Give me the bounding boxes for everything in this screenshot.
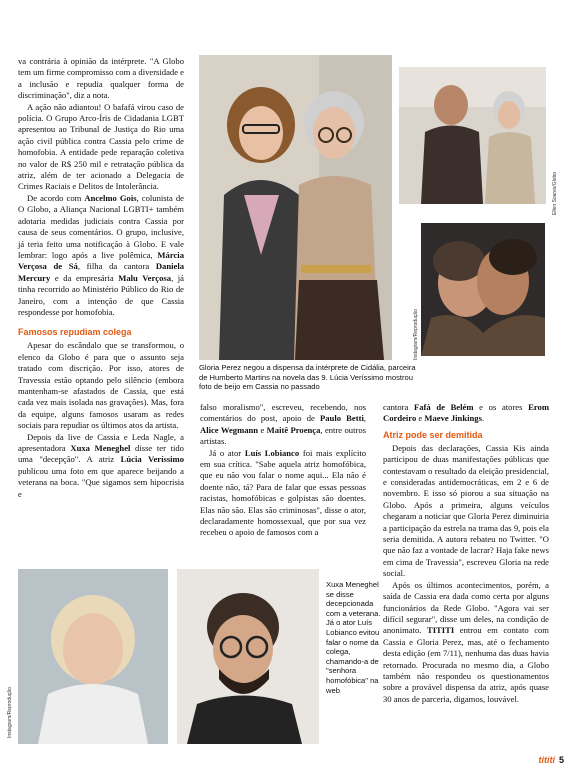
photo-illustration xyxy=(199,55,392,360)
page-number: 5 xyxy=(558,755,564,765)
paragraph: cantora Fafá de Belém e os atores Erom Cordeiro e Maeve Jinkings. xyxy=(383,402,549,424)
page-footer xyxy=(538,755,564,765)
paragraph: falso moralismo", escreveu, recebendo, nos comentários do post, apoio de Paulo Betti, Alice Wegmann e Maitê Proença, entre outros artistas. xyxy=(200,402,366,447)
paragraph: va contrária à opinião da intérprete. "A Globo tem um firme compromisso com a diversidade e a inclusão e repudia qualquer forma de discriminação", diz a nota. xyxy=(18,56,184,101)
paragraph: Depois da live de Cassia e Leda Nagle, a apresentadora Xuxa Meneghel disse ter tido uma "decepção". A atriz Lúcia Veríssimo publicou uma foto em que aparece beijando a veterana na boca. "Que sigamos sem hipocrisia e xyxy=(18,431,185,499)
column-1 xyxy=(18,56,184,500)
paragraph: De acordo com Ancelmo Gois, colunista de O Globo, a Aliança Nacional LGBTI+ também adotaria medidas judiciais contra Cassia por causa de seus comentários. O grupo, inclusive, já teria feito uma notificação à Globo. E vale lembrar: logo após a live polêmica, Márcia Verçosa de Sá, filha da cantora Daniela Mercury e da empresária Malu Verçosa, já tinha recorrido ao Ministério Público do Rio de Janeiro, com a intenção de que Cassia respondesse por homofobia. xyxy=(18,192,185,317)
paragraph: Apesar do escândalo que se transformou, o elenco da Globo é para que o assunto seja tratado com discrição. Por isso, atores de Travessia estão optando pelo silêncio (embora mantenham-se afastados de Cassia, que está cada vez mais isolada nas gravações). Mas, fora da equipe, alguns famosos usaram as redes sociais para repudiar os últimos atos da artista. xyxy=(18,340,184,431)
photo-credit: Ellen Soares/Globo xyxy=(552,171,558,215)
paragraph: A ação não adiantou! O bafafá virou caso de polícia. O Grupo Arco-Íris de Cidadania LGBT apresentou ao Tribunal de Justiça do Rio uma ação civil pública contra Cassia pelo crime de homofobia. A entidade pede reparação coletiva no valor de R$ 250 mil e retratação pública da atriz, além de ter acionado a Delegacia de Crimes Raciais e Delitos de Intolerância. xyxy=(18,101,184,192)
photo-illustration xyxy=(177,569,319,744)
column-3 xyxy=(383,402,549,705)
photo-xuxa xyxy=(18,569,168,744)
photo-humberto-cassia xyxy=(399,67,546,204)
photo-gloria-cassia xyxy=(199,55,392,360)
section-heading: Famosos repudiam colega xyxy=(18,327,132,338)
magazine-logo: tititi xyxy=(538,755,555,765)
photo-lobianco xyxy=(177,569,319,744)
photo-illustration xyxy=(18,569,168,744)
paragraph: Já o ator Luís Lobianco foi mais explícito em sua crítica. "Sabe aquela atriz homofóbica, que eu não vou falar o nome aqui... Ela não é doente não, tá? Para de falar que essas pessoas racistas, homofóbicas e golpistas são doentes. Elas não são. Elas são criminosas", disse o ator, declaradamente homossexual, que por sua vez recebeu o apoio de famosos com a xyxy=(200,447,367,538)
section-heading: Atriz pode ser demitida xyxy=(383,429,483,440)
photo-illustration xyxy=(399,67,546,204)
column-2 xyxy=(200,402,366,539)
paragraph: Após os últimos acontecimentos, porém, a saída de Cassia era dada como certa por alguns funcionários da Rede Globo. "Agora vai ser difícil segurar", disse um deles, na condição de anonimato. TITITI entrou em contato com Cassia e Gloria Perez, mas, até o fechamento desta edição (em 7/11), nenhuma das duas havia retornado. Procurada no mesmo dia, a Globo também não respondeu os questionamentos sobre a provável dispensa da atriz, após quase 30 anos de parceria, digamos, louvável. xyxy=(383,579,549,704)
paragraph: Depois das declarações, Cassia Kis ainda participou de duas manifestações públicas que contestavam o resultado da eleição presidencial, e consideradas antidemocráticas, em 2 e 6 de novembro. E isso só piorou a sua situação na Globo. Após a primeira, alguns veículos chegaram a noticiar que Gloria Perez diminuiria a participação da estrela na trama das 9, pois ela seria demitida. A autora rebateu no Twitter. "O que não faz a vontade de lacrar? Haja fake news em cima de Travessia", escreveu Gloria na rede social. xyxy=(383,442,549,579)
photo-caption: Xuxa Meneghel se disse decepcionada com a veterana. Já o ator Luís Lobianco evitou falar o nome da colega, chamando-a de "senhora homofóbica" na web xyxy=(326,580,381,695)
photo-caption: Gloria Perez negou a dispensa da intérprete de Cidália, parceira de Humberto Martins na novela das 9. Lúcia Veríssimo mostrou foto de beijo em Cassia no passado xyxy=(199,363,416,392)
photo-kiss xyxy=(421,223,545,356)
photo-illustration xyxy=(421,223,545,356)
photo-credit: Instagram/Reprodução xyxy=(413,309,419,360)
photo-credit: Instagram/Reprodução xyxy=(7,687,13,738)
